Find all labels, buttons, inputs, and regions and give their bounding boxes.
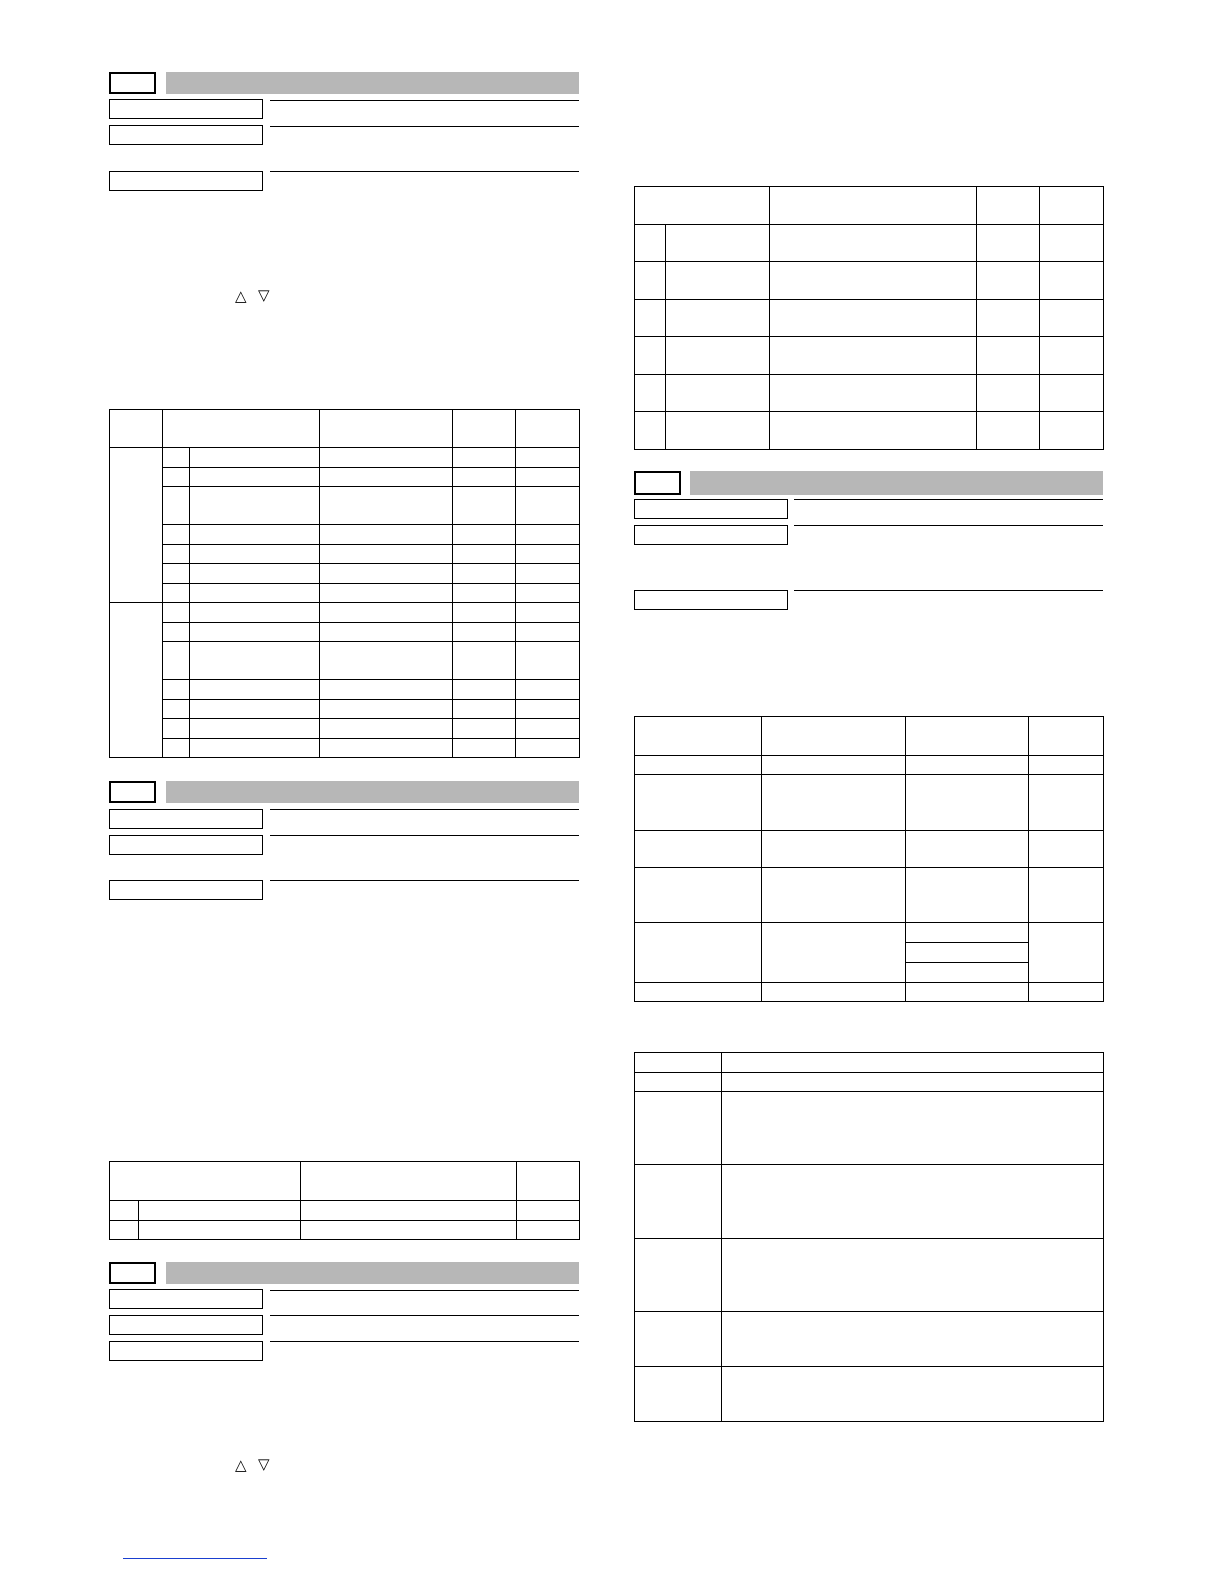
table-row <box>110 739 580 758</box>
table-row <box>635 300 1104 337</box>
table-header-row <box>110 410 580 448</box>
table-row <box>635 868 1104 923</box>
table-row <box>635 831 1104 868</box>
table-row <box>110 487 580 525</box>
table-header-row <box>635 187 1104 225</box>
section-3-title-bar <box>166 1262 579 1284</box>
table-row <box>110 564 580 584</box>
section-2-rule-3 <box>270 880 579 881</box>
section-1-code-box <box>109 72 156 94</box>
section-4-label-box-1 <box>634 499 788 519</box>
up-triangle-icon: △ <box>235 1457 247 1474</box>
table-row <box>635 337 1104 375</box>
section-2-code-box <box>109 781 156 803</box>
table-row <box>110 642 580 680</box>
section-4-rule-3 <box>794 590 1103 591</box>
section-4-label-box-3 <box>634 590 788 610</box>
table-row <box>635 375 1104 412</box>
section-1-label-box-2 <box>109 125 263 145</box>
table-header-row <box>110 1162 580 1201</box>
section-3-label-box-3 <box>109 1341 263 1361</box>
table-row <box>110 1221 580 1240</box>
down-triangle-icon: ▽ <box>258 1456 270 1473</box>
section-4-code-box <box>634 471 681 495</box>
table-row <box>635 775 1104 831</box>
table-row <box>110 680 580 700</box>
section-1-rule-1 <box>270 100 579 101</box>
section-3-code-box <box>109 1262 156 1284</box>
section-2-label-box-2 <box>109 835 263 855</box>
table-row <box>635 262 1104 300</box>
table-row <box>110 623 580 642</box>
section-2-rule-1 <box>270 809 579 810</box>
table-header-row <box>635 717 1104 756</box>
table-row <box>635 983 1104 1002</box>
section-4-rule-2 <box>794 525 1103 526</box>
section-4-label-box-2 <box>634 525 788 545</box>
footer-link[interactable] <box>123 1558 267 1559</box>
section-1-label-box-1 <box>109 99 263 119</box>
table-row <box>635 412 1104 450</box>
table-row <box>110 603 580 623</box>
table-row <box>110 719 580 739</box>
section-3-rule-2 <box>270 1315 579 1316</box>
section-1-rule-2 <box>270 126 579 127</box>
table-row <box>635 1165 1104 1239</box>
table-row <box>635 225 1104 262</box>
table-row <box>635 1092 1104 1165</box>
section-2-label-box-3 <box>109 880 263 900</box>
section-1-title-bar <box>166 72 579 94</box>
table-row <box>110 700 580 719</box>
section-2-table <box>109 1161 580 1240</box>
table-header-row <box>635 1053 1104 1073</box>
section-1-label-box-3 <box>109 171 263 191</box>
section-4-title-bar <box>690 471 1103 495</box>
section-3-label-box-2 <box>109 1315 263 1335</box>
section-3-rule-3 <box>270 1341 579 1342</box>
table-row <box>635 1073 1104 1092</box>
table-row <box>110 525 580 545</box>
table-row <box>110 545 580 564</box>
section-2-title-bar <box>166 781 579 803</box>
table-row <box>635 1312 1104 1367</box>
table-row <box>110 1201 580 1221</box>
section-3-label-box-1 <box>109 1289 263 1309</box>
table-row <box>635 1367 1104 1422</box>
table-row <box>635 1239 1104 1312</box>
table-row <box>110 584 580 603</box>
section-4-table-a <box>634 716 1104 1002</box>
up-triangle-icon: △ <box>235 288 247 305</box>
table-row <box>110 448 580 468</box>
table-row <box>635 756 1104 775</box>
continuation-table <box>634 186 1104 450</box>
section-1-table <box>109 409 580 758</box>
table-row <box>635 923 1104 943</box>
down-triangle-icon: ▽ <box>258 287 270 304</box>
section-4-rule-1 <box>794 499 1103 500</box>
section-2-rule-2 <box>270 835 579 836</box>
table-row <box>110 468 580 487</box>
section-1-rule-3 <box>270 171 579 172</box>
section-3-rule-1 <box>270 1290 579 1291</box>
section-4-table-b <box>634 1052 1104 1422</box>
section-2-label-box-1 <box>109 809 263 829</box>
